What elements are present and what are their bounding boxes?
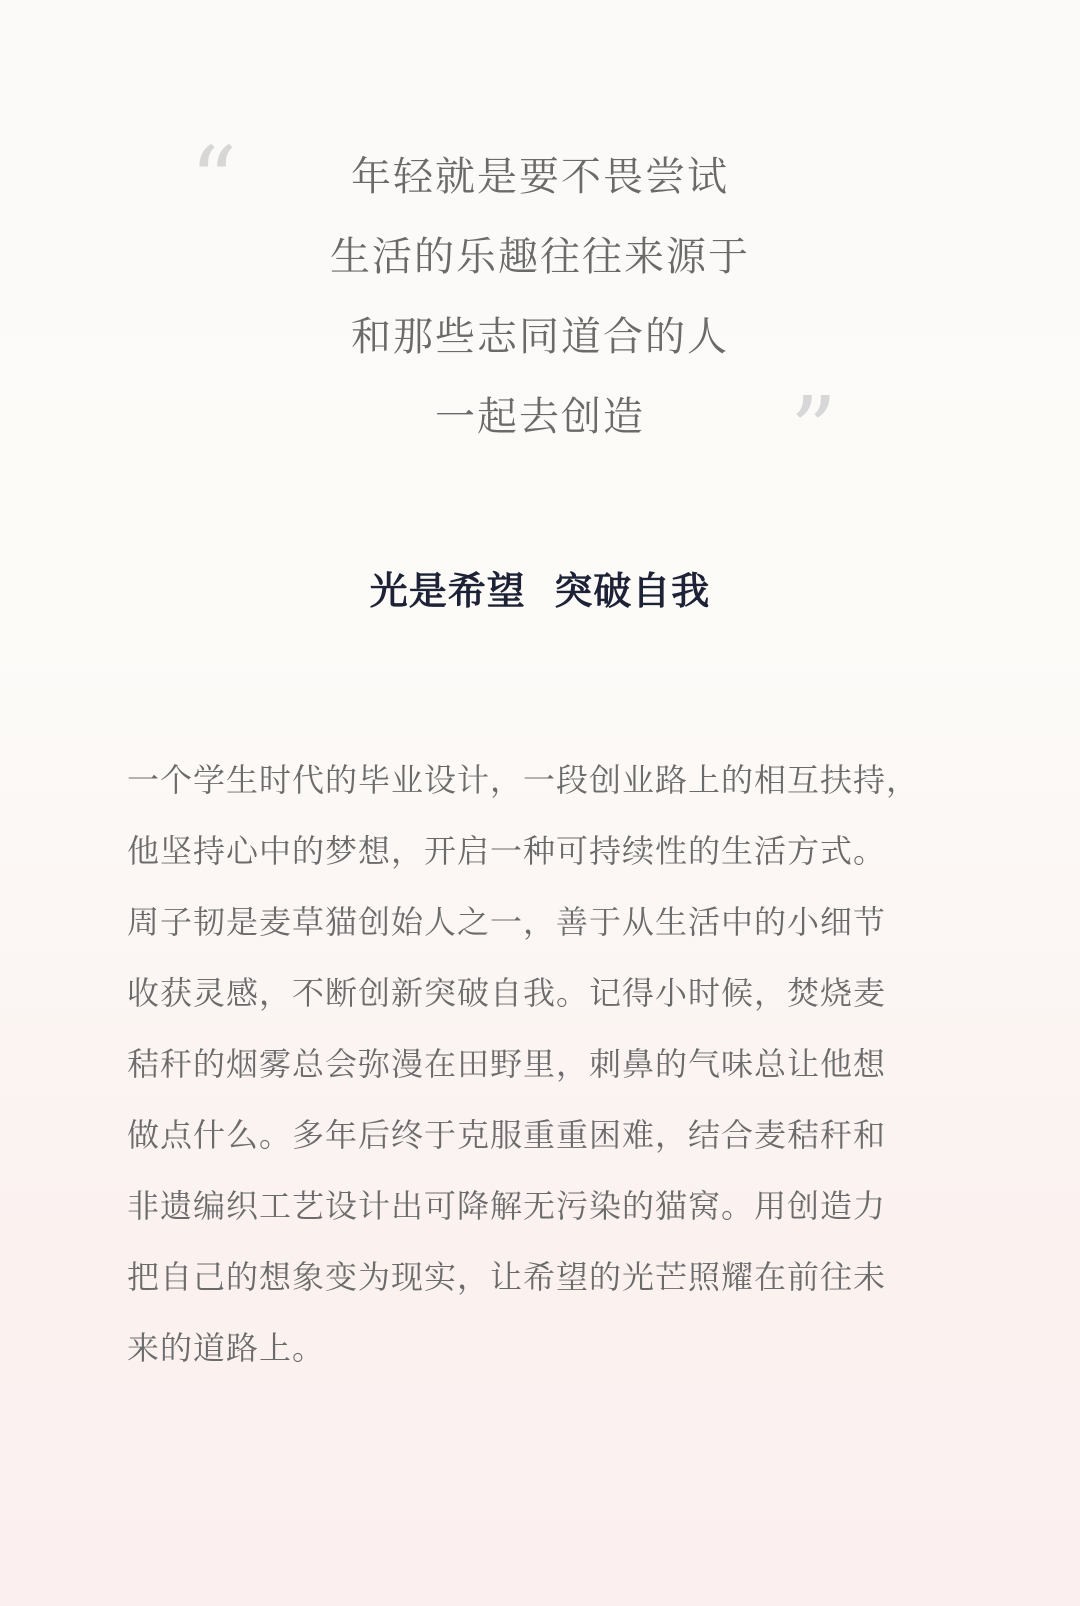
body-line: 来的道路上。: [127, 1329, 326, 1367]
body-line: 做点什么。多年后终于克服重重困难，结合麦秸秆和: [127, 1116, 887, 1154]
body-line: 周子韧是麦草猫创始人之一，善于从生活中的小细节: [127, 903, 887, 941]
body-line: 收获灵感，不断创新突破自我。记得小时候，焚烧麦: [127, 974, 887, 1012]
quote-text: [0, 127, 1080, 457]
open-quote-icon: “: [190, 127, 238, 234]
body-line: 他坚持心中的梦想，开启一种可持续性的生活方式。: [127, 832, 887, 870]
quote-block: [0, 125, 1080, 484]
section-heading: 光是希望 突破自我: [369, 569, 711, 613]
body-line: 秸秆的烟雾总会弥漫在田野里，刺鼻的气味总让他想: [127, 1045, 887, 1083]
body-line: 把自己的想象变为现实，让希望的光芒照耀在前往未: [127, 1258, 887, 1296]
quote-line: 年轻就是要不畏尝试: [351, 154, 729, 200]
close-quote-icon: ”: [790, 377, 838, 484]
quote-line: 一起去创造: [435, 394, 645, 440]
body-line: 非遗编织工艺设计出可降解无污染的猫窝。用创造力: [127, 1187, 887, 1225]
body-line: 一个学生时代的毕业设计，一段创业路上的相互扶持，: [127, 761, 920, 799]
quote-line: 生活的乐趣往往来源于: [330, 234, 750, 280]
body-paragraph: [127, 745, 957, 1384]
quote-line: 和那些志同道合的人: [351, 314, 729, 360]
